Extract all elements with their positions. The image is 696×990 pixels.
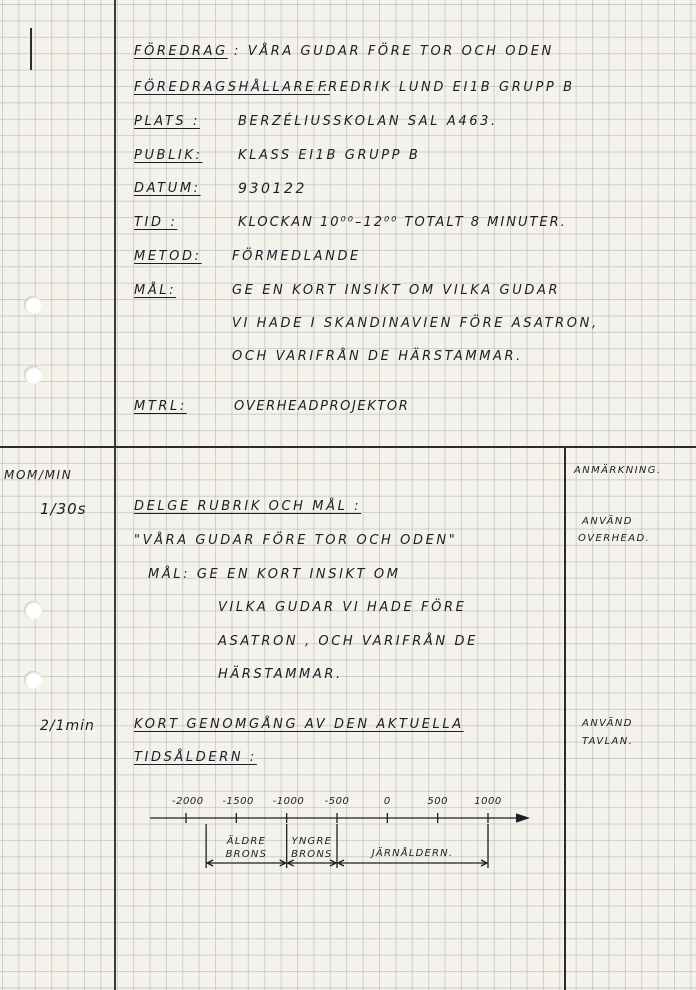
mal-line-3: OCH VARIFRÅN DE HÄRSTAMMAR. xyxy=(232,349,523,364)
foredragshallare-label: FÖREDRAGSHÅLLARE : xyxy=(134,80,330,95)
column-header-note: ANMÄRKNING. xyxy=(574,465,662,476)
table-divider xyxy=(0,446,696,448)
timeline-tick-label: 500 xyxy=(427,796,448,807)
publik-label: PUBLIK: xyxy=(134,148,203,163)
mal-label: MÅL: xyxy=(134,283,177,298)
period-arrowhead xyxy=(338,860,344,866)
mtrl-value: OVERHEADPROJEKTOR xyxy=(234,399,410,414)
timeline-tick-label: -2000 xyxy=(172,796,204,807)
mtrl-label: MTRL: xyxy=(134,399,187,414)
datum-value: 930122 xyxy=(238,181,308,197)
punch-hole xyxy=(24,296,42,314)
period-arrowhead xyxy=(207,860,213,866)
note-column-line xyxy=(564,446,566,990)
row1-line-2: MÅL: GE EN KORT INSIKT OM xyxy=(148,567,401,582)
row1-line-4: ASATRON , OCH VARIFRÅN DE xyxy=(218,634,478,649)
period-arrowhead xyxy=(330,860,336,866)
publik-value: KLASS EI1B GRUPP B xyxy=(238,148,421,163)
plats-value: BERZÉLIUSSKOLAN SAL A463. xyxy=(238,114,498,129)
period-arrowhead xyxy=(280,860,286,866)
row2-time: 2/1min xyxy=(40,718,95,734)
plats-label: PLATS : xyxy=(134,114,200,129)
row1-line-1: "VÅRA GUDAR FÖRE TOR OCH ODEN" xyxy=(134,533,458,548)
row1-line-5: HÄRSTAMMAR. xyxy=(218,667,343,682)
period-label: YNGRE xyxy=(291,836,333,847)
metod-label: METOD: xyxy=(134,249,202,264)
row1-note-2: OVERHEAD. xyxy=(578,533,651,544)
period-label: ÄLDRE xyxy=(226,836,267,847)
period-label: JÄRNÅLDERN. xyxy=(371,848,454,859)
row1-line-3: VILKA GUDAR VI HADE FÖRE xyxy=(218,600,467,615)
period-arrowhead xyxy=(481,860,487,866)
metod-value: FÖRMEDLANDE xyxy=(232,249,361,264)
row2-note-2: TAVLAN. xyxy=(582,736,634,747)
punch-hole xyxy=(24,671,42,689)
margin-mark xyxy=(30,28,32,70)
timeline-tick-label: -1000 xyxy=(272,796,305,807)
row1-heading: DELGE RUBRIK OCH MÅL : xyxy=(134,499,362,514)
row1-note-1: ANVÄND xyxy=(582,516,633,527)
column-header-time: MOM/MIN xyxy=(4,468,73,482)
timeline-tick-label: 1000 xyxy=(474,796,502,807)
period-arrowhead xyxy=(288,860,294,866)
foredrag-value: : VÅRA GUDAR FÖRE TOR OCH ODEN xyxy=(234,44,554,59)
timeline-tick-label: 0 xyxy=(383,796,391,807)
row2-heading-line1: KORT GENOMGÅNG AV DEN AKTUELLA xyxy=(134,717,464,732)
period-label: BRONS xyxy=(291,849,333,860)
timeline-arrowhead xyxy=(516,814,528,822)
datum-label: DATUM: xyxy=(134,181,201,196)
row2-note-1: ANVÄND xyxy=(582,718,633,729)
row1-time: 1/30s xyxy=(40,500,87,518)
row2-heading-line2: TIDSÅLDERN : xyxy=(134,750,257,765)
timeline-tick-label: -500 xyxy=(324,796,350,807)
mal-line-1: GE EN KORT INSIKT OM VILKA GUDAR xyxy=(232,283,561,298)
period-label: BRONS xyxy=(225,849,268,860)
margin-line xyxy=(114,0,116,990)
timeline-tick-label: -1500 xyxy=(222,796,254,807)
tid-value: KLOCKAN 10⁰⁰–12⁰⁰ TOTALT 8 MINUTER. xyxy=(238,215,567,230)
punch-hole xyxy=(24,366,42,384)
mal-line-2: VI HADE I SKANDINAVIEN FÖRE ASATRON, xyxy=(232,316,599,331)
punch-hole xyxy=(24,601,42,619)
tid-label: TID : xyxy=(134,215,178,230)
foredrag-label: FÖREDRAG xyxy=(134,44,228,59)
foredragshallare-value: FREDRIK LUND EI1B GRUPP B xyxy=(318,80,575,95)
